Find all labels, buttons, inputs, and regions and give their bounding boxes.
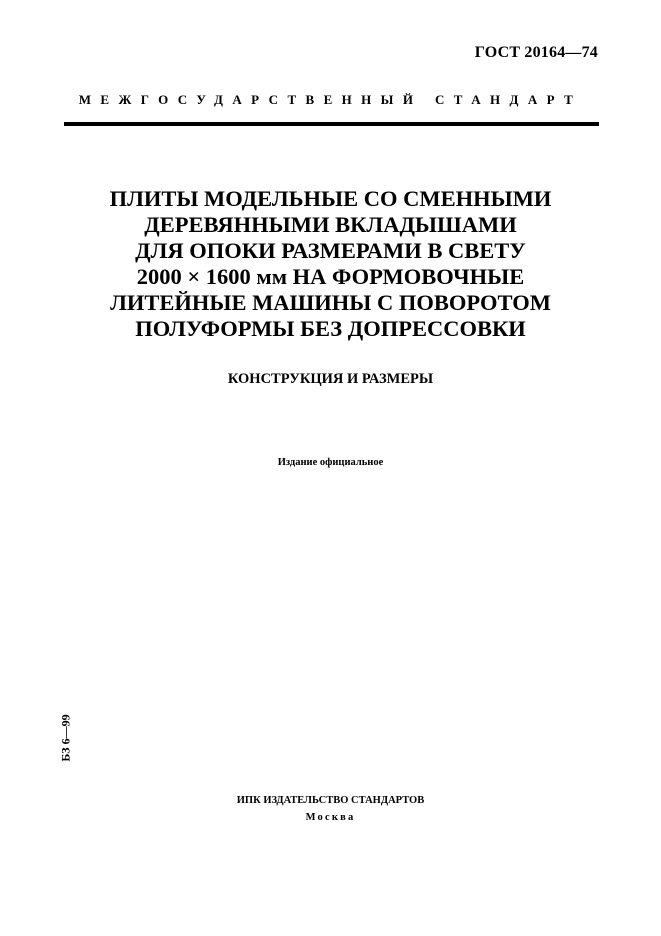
side-code: БЗ 6—99 [58, 714, 73, 762]
document-subtitle: КОНСТРУКЦИЯ И РАЗМЕРЫ [227, 371, 434, 387]
publisher-name: ИПК ИЗДАТЕЛЬСТВО СТАНДАРТОВ [236, 795, 425, 806]
title-line: ПОЛУФОРМЫ БЕЗ ДОПРЕССОВКИ [135, 316, 526, 341]
edition-note: Издание официальное [277, 457, 384, 468]
title-line: ПЛИТЫ МОДЕЛЬНЫЕ СО СМЕННЫМИ [109, 186, 552, 211]
title-line: ДЛЯ ОПОКИ РАЗМЕРАМИ В СВЕТУ [135, 238, 526, 263]
title-line: 2000 × 1600 мм НА ФОРМОВОЧНЫЕ [136, 264, 525, 289]
title-line: ДЕРЕВЯННЫМИ ВКЛАДЫШАМИ [144, 212, 517, 237]
standard-type-heading: МЕЖГОСУДАРСТВЕННЫЙ СТАНДАРТ [78, 92, 583, 107]
header-divider [64, 122, 599, 126]
publisher-city: Москва [305, 812, 356, 823]
document-title [40, 186, 621, 342]
title-line: ЛИТЕЙНЫЕ МАШИНЫ С ПОВОРОТОМ [110, 290, 551, 315]
standard-number: ГОСТ 20164—74 [474, 44, 598, 61]
